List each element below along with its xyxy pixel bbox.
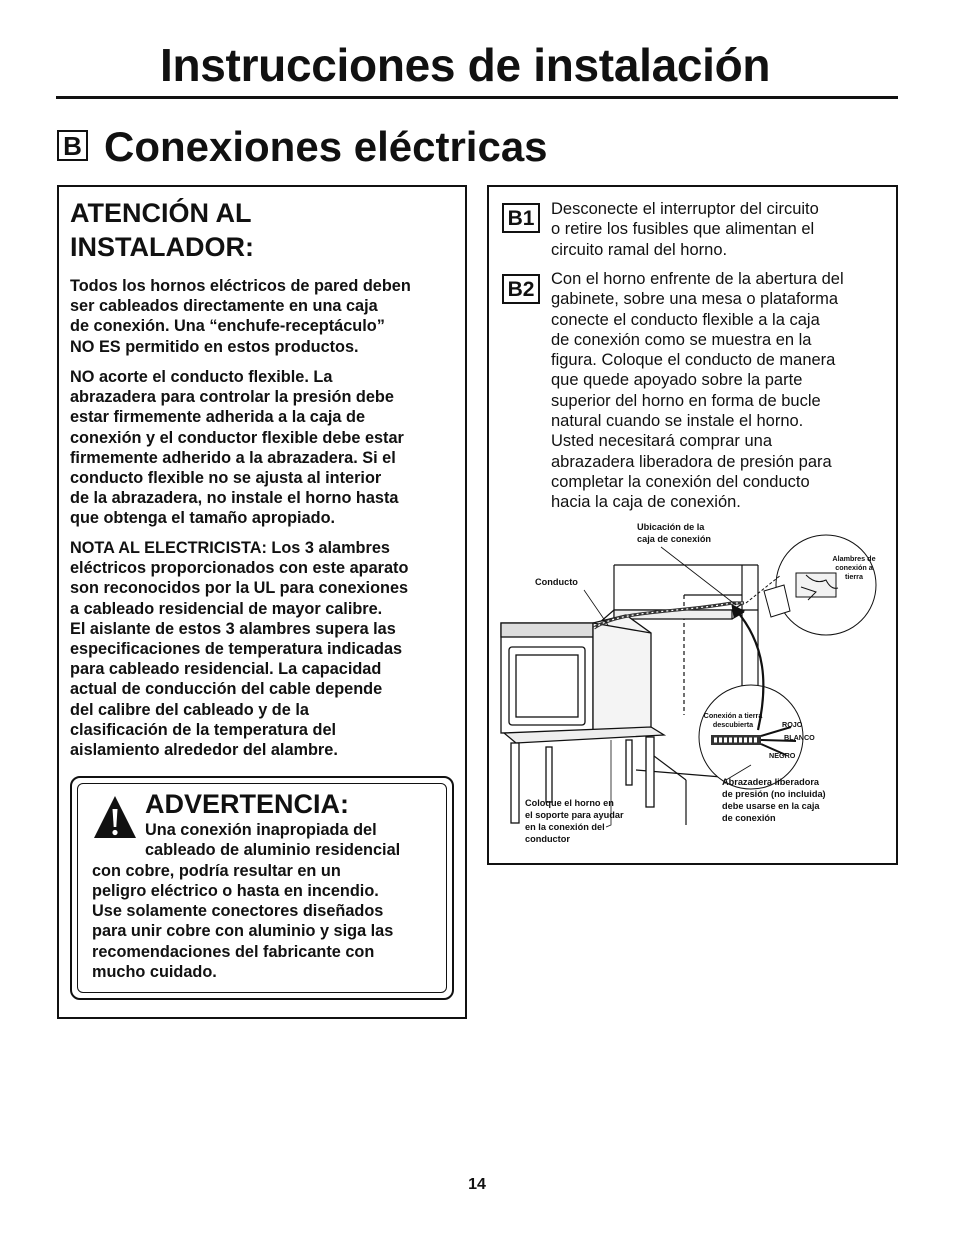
section-title: Conexiones eléctricas <box>104 123 548 170</box>
label-oven-support <box>525 797 624 845</box>
label-red-wire: ROJO <box>782 720 803 729</box>
label-strain-relief <box>722 776 826 824</box>
text-line: conducto flexible no se ajusta al interior <box>70 469 382 488</box>
text-line: de la abrazadera, no instale el horno hasta <box>70 489 399 508</box>
label-white-wire: BLANCO <box>784 733 815 742</box>
label-line: tierra <box>845 572 863 581</box>
label-line: debe usarse en la caja <box>722 801 820 811</box>
page-title: Instrucciones de instalación <box>160 39 771 91</box>
text-line: para cableado residencial. La capacidad <box>70 660 382 679</box>
attention-heading <box>70 196 450 264</box>
text-line: conecte el conducto flexible a la caja <box>551 310 820 329</box>
text-line: peligro eléctrico o hasta en incendio. <box>92 881 379 900</box>
label-line: Coloque el horno en <box>525 798 614 808</box>
text-line: aislamiento alrededor del alambre. <box>70 741 338 760</box>
label-line: el soporte para ayudar <box>525 810 624 820</box>
text-line: actual de conducción del cable depende <box>70 680 383 699</box>
text-line: clasificación de la temperatura del <box>70 720 337 739</box>
text-line: cableado de aluminio residencial <box>145 841 401 860</box>
text-line: abrazadera para controlar la presión debe <box>70 388 394 407</box>
text-line: abrazadera liberadora de presión para <box>551 452 832 471</box>
text-line: o retire los fusibles que alimentan el <box>551 220 815 239</box>
text-line: Todos los hornos eléctricos de pared deben <box>70 277 411 295</box>
junction-box-detail <box>746 535 876 635</box>
attention-heading-line: INSTALADOR: <box>70 232 254 262</box>
text-line: para unir cobre con aluminio y siga las <box>92 922 394 941</box>
text-line: NOTA AL ELECTRICISTA: Los 3 alambres <box>70 539 390 557</box>
text-line: firmemente adherido a la abrazadera. Si el <box>70 448 396 467</box>
page-number: 14 <box>468 1176 486 1193</box>
text-line: completar la conexión del conducto <box>551 472 810 491</box>
text-line: superior del horno en forma de bucle <box>551 391 821 410</box>
label-line: caja de conexión <box>637 534 712 544</box>
label-junction-box-location <box>637 521 711 545</box>
text-line: Una conexión inapropiada del <box>145 821 377 839</box>
label-conduit: Conducto <box>535 577 578 587</box>
step-b2-text <box>551 269 891 513</box>
text-line: Use solamente conectores diseñados <box>92 902 384 921</box>
text-line: Con el horno enfrente de la abertura del <box>551 270 844 288</box>
text-line: Desconecte el interruptor del circuito <box>551 200 819 218</box>
warning-heading: ADVERTENCIA: <box>145 789 350 819</box>
text-line: recomendaciones del fabricante con <box>92 942 375 961</box>
step-b1-label: B1 <box>502 203 540 233</box>
text-line: de conexión. Una “enchufe-receptáculo” <box>70 317 385 336</box>
text-line: El aislante de estos 3 alambres supera las <box>70 619 396 638</box>
step-b2-label: B2 <box>502 274 540 304</box>
text-line: gabinete, sobre una mesa o plataforma <box>551 290 839 309</box>
title-rule <box>56 96 898 99</box>
text-line: estar firmemente adherida a la caja de <box>70 408 366 427</box>
attention-paragraph-1 <box>70 276 460 357</box>
attention-heading-line: ATENCIÓN AL <box>70 198 252 228</box>
label-line: Abrazadera liberadora <box>722 777 820 787</box>
step-b1-text <box>551 199 891 260</box>
text-line: hacia la caja de conexión. <box>551 493 741 512</box>
label-line: Conexión a tierra <box>703 711 763 720</box>
text-line: NO ES permitido en estos productos. <box>70 337 359 356</box>
oven <box>501 615 651 733</box>
label-ground-wires <box>826 554 882 581</box>
text-line: que obtenga el tamaño apropiado. <box>70 509 336 528</box>
text-line: de conexión como se muestra en la <box>551 330 812 349</box>
label-line: Ubicación de la <box>637 522 705 532</box>
text-line: que quede apoyado sobre la parte <box>551 371 803 390</box>
label-line: descubierta <box>712 720 754 729</box>
text-line: figura. Coloque el conducto de manera <box>551 351 836 370</box>
section-letter-badge: B <box>57 130 88 161</box>
text-line: eléctricos proporcionados con este aparato <box>70 559 409 578</box>
text-line: son reconocidos por la UL para conexiones <box>70 579 409 598</box>
text-line: del calibre del cableado y de la <box>70 700 309 719</box>
text-line: circuito ramal del horno. <box>551 240 728 259</box>
text-line: conexión y el conductor flexible debe estar <box>70 428 404 447</box>
label-line: conductor <box>525 834 570 844</box>
text-line: natural cuando se instale el horno. <box>551 412 804 431</box>
label-bare-ground <box>700 711 766 729</box>
attention-paragraph-2 <box>70 367 460 529</box>
text-line: especificaciones de temperatura indicadas <box>70 640 403 659</box>
label-line: de conexión <box>722 813 776 823</box>
text-line: con cobre, podría resultar en un <box>92 861 341 880</box>
text-line: NO acorte el conducto flexible. La <box>70 368 333 386</box>
text-line: a cableado residencial de mayor calibre. <box>70 599 383 618</box>
electrician-note-paragraph <box>70 538 460 760</box>
warning-text <box>92 820 442 982</box>
text-line: ser cableados directamente en una caja <box>70 297 378 316</box>
label-line: de presión (no incluida) <box>722 789 826 799</box>
label-line: en la conexión del <box>525 822 605 832</box>
text-line: mucho cuidado. <box>92 963 217 982</box>
label-black-wire: NEGRO <box>769 751 796 760</box>
text-line: Usted necesitará comprar una <box>551 432 773 451</box>
label-line: Alambres de <box>832 554 876 563</box>
label-line: conexión a <box>835 563 873 572</box>
